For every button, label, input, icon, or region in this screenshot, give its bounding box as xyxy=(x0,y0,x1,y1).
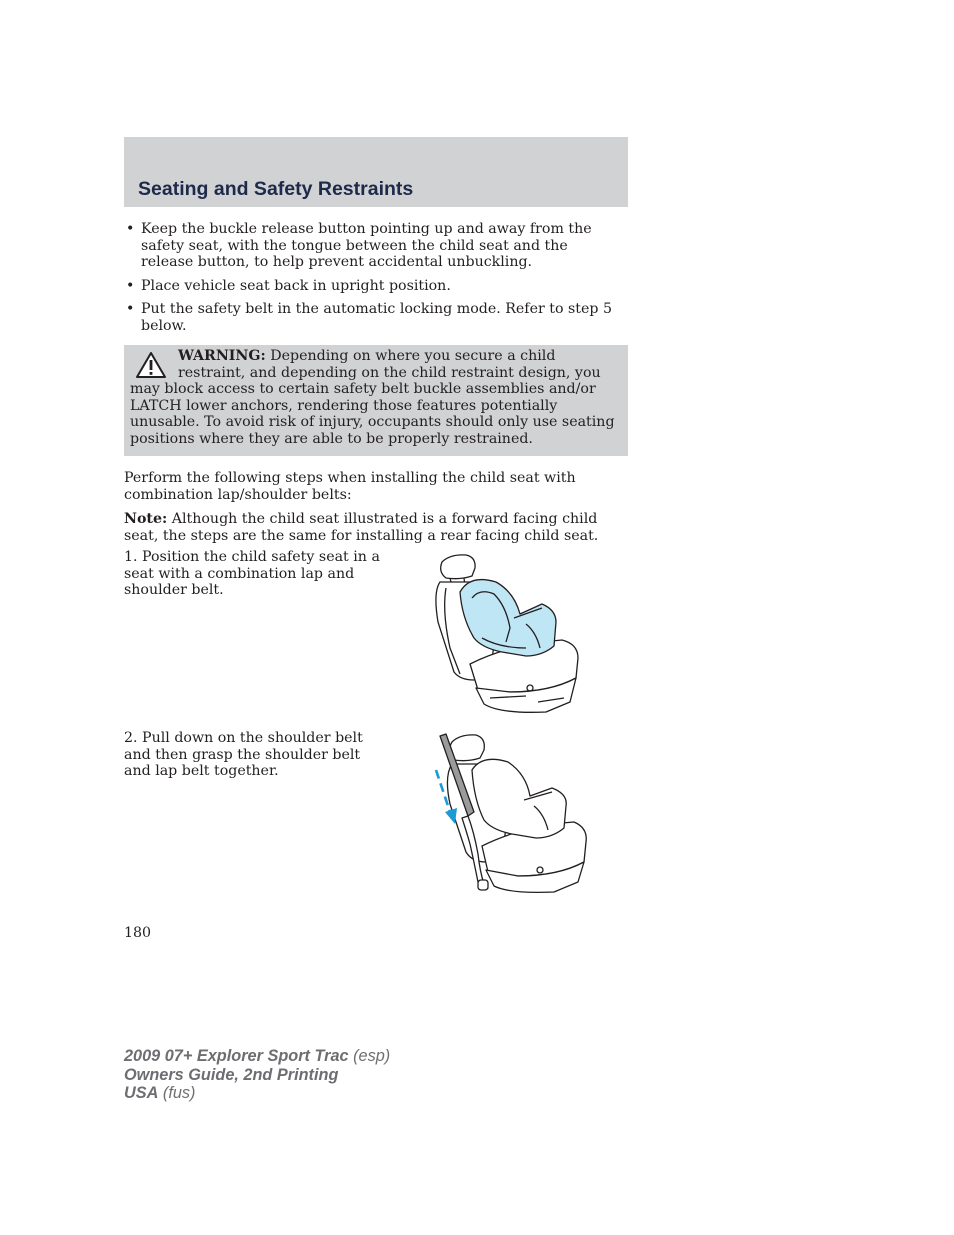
footer-line-3: USA (fus) xyxy=(124,1084,196,1103)
page-number: 180 xyxy=(124,925,152,941)
note-text: Although the child seat illustrated is a forward facing child seat, the steps are the same for installing a rear facing child seat. xyxy=(124,511,599,544)
step-2-text: 2. Pull down on the shoulder belt and then grasp the shoulder belt and lap belt together. xyxy=(124,730,363,780)
list-item-text: Put the safety belt in the automatic locking mode. Refer to step 5 below. xyxy=(141,301,613,334)
bullet-list xyxy=(124,221,624,342)
section-title: Seating and Safety Restraints xyxy=(138,178,414,200)
intro-paragraph: Perform the following steps when installing the child seat with combination lap/shoulder belts: xyxy=(124,470,576,503)
step-1-text: 1. Position the child safety seat in a seat with a combination lap and shoulder belt. xyxy=(124,549,380,599)
list-item-text: Keep the buckle release button pointing up and away from the safety seat, with the tongue between the child seat and the release button, to help prevent accidental unbuckling. xyxy=(141,221,592,271)
section-header-band xyxy=(124,137,628,207)
warning-label: WARNING: xyxy=(178,348,266,364)
footer-line-2: Owners Guide, 2nd Printing xyxy=(124,1065,339,1084)
list-item xyxy=(124,221,624,271)
footer-line-1: 2009 07+ Explorer Sport Trac (esp) xyxy=(124,1047,391,1065)
document-footer xyxy=(124,1047,390,1103)
note-paragraph xyxy=(124,511,624,544)
list-item xyxy=(124,301,624,334)
bullet-dot: • xyxy=(126,221,135,237)
list-item-text: Place vehicle seat back in upright position. xyxy=(141,277,451,294)
child-seat-figure xyxy=(430,552,585,717)
warning-text: Depending on where you secure a child restraint, and depending on the child restraint design, you may block access to certain safety belt buckle assemblies and/or LATCH lower anchors, rendering those features potentially unusable. To avoid risk of injury, occupants should only use seating positions where they are able to be properly restrained. xyxy=(130,348,615,447)
bullet-dot: • xyxy=(126,277,135,294)
note-label: Note: xyxy=(124,511,168,527)
shoulder-belt-figure xyxy=(430,732,590,897)
warning-box xyxy=(124,345,628,456)
bullet-dot: • xyxy=(126,301,135,318)
list-item xyxy=(124,278,624,295)
warning-triangle-icon xyxy=(135,351,167,379)
